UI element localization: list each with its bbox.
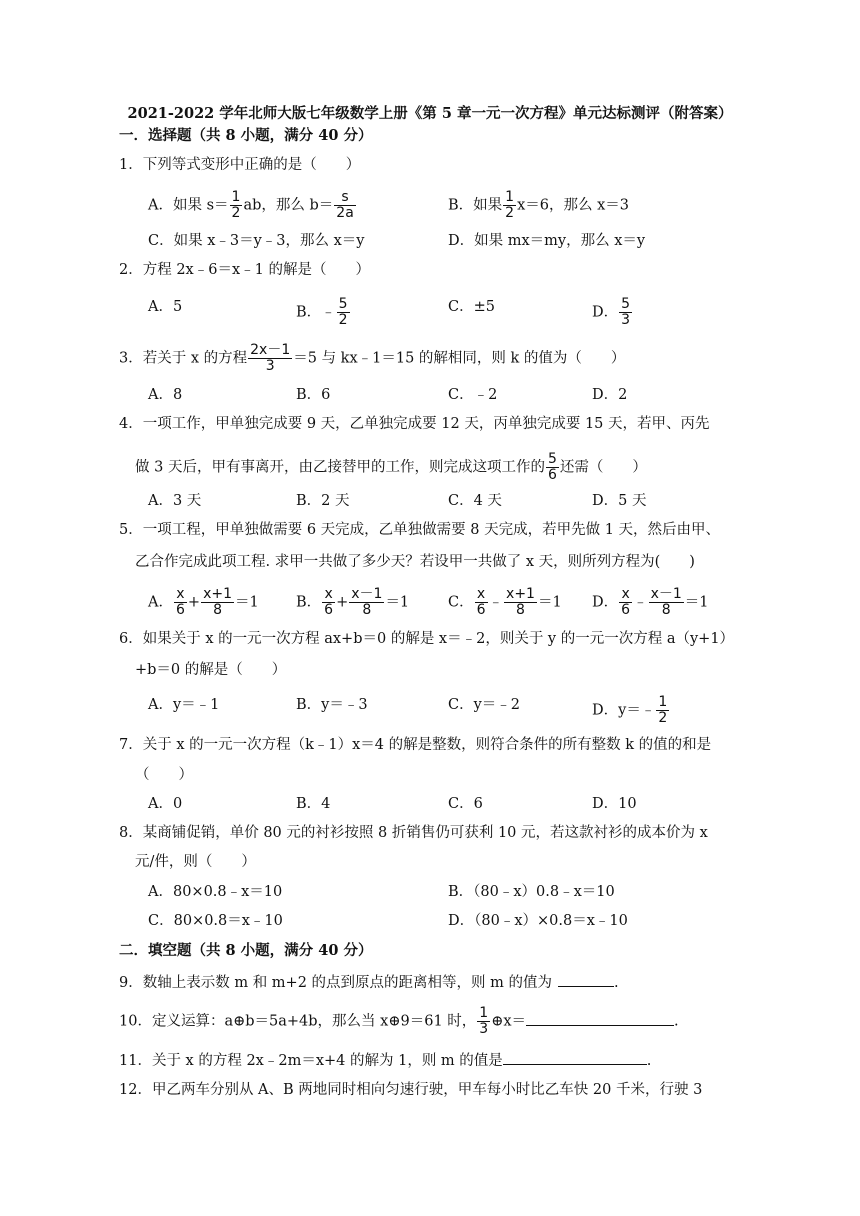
fraction [201, 587, 234, 618]
question-8-stem-line1: 8．某商铺促销，单价 80 元的衬衫按照 8 折销售仍可获利 10 元，若这款衬衫的成本价为 x [119, 825, 708, 841]
option-label: C． [448, 594, 474, 611]
option-text: D． [592, 304, 619, 321]
question-3-option-c: C．﹣2 [448, 387, 498, 403]
question-5-option-a [148, 587, 259, 618]
question-8-option-c: C．80×0.8＝x﹣10 [148, 913, 283, 929]
question-8-stem-line2: 元/件，则（ ） [135, 854, 256, 870]
question-6-option-b: B．y＝﹣3 [296, 697, 368, 713]
question-5-option-d [592, 587, 709, 618]
numerator: x [619, 587, 632, 603]
fraction [334, 190, 356, 221]
question-9 [119, 971, 619, 993]
question-7-option-a: A．0 [148, 796, 183, 812]
question-5-option-b [296, 587, 409, 618]
numerator: s [334, 190, 356, 206]
numerator: 1 [505, 189, 515, 205]
question-11 [119, 1049, 651, 1071]
numerator: x+1 [506, 586, 535, 602]
answer-blank [503, 1049, 647, 1065]
fraction [475, 587, 488, 618]
question-8-option-a: A．80×0.8﹣x＝10 [148, 884, 283, 900]
numerator: x－1 [351, 586, 383, 602]
question-3-option-a: A．8 [148, 387, 183, 403]
fraction [546, 452, 559, 483]
numerator: x [475, 587, 488, 603]
option-text: x＝6，那么 x＝3 [517, 197, 629, 214]
numerator: 1 [479, 1005, 489, 1021]
equals-one: ＝1 [684, 594, 709, 611]
equals-one: ＝1 [537, 594, 562, 611]
denominator: 3 [479, 1021, 489, 1037]
question-2-stem: 2．方程 2x﹣6＝x﹣1 的解是（ ） [119, 262, 370, 278]
denominator: 2 [231, 205, 241, 221]
fraction [337, 297, 350, 328]
question-1-option-a [148, 190, 357, 221]
denominator: 8 [362, 602, 372, 618]
question-1-option-d: D．如果 mx＝my，那么 x＝y [448, 233, 646, 249]
option-label: D． [592, 594, 619, 611]
fraction [649, 587, 684, 618]
numerator: 5 [338, 296, 348, 312]
denominator: 6 [476, 602, 486, 618]
option-text: D．y＝﹣ [592, 702, 656, 719]
stem-text: 11．关于 x 的方程 2x﹣2m＝x+4 的解为 1，则 m 的值是 [119, 1053, 503, 1069]
question-4-stem-line2 [135, 452, 647, 483]
stem-text: ⊕x＝ [491, 1013, 527, 1030]
question-7-stem-line2: （ ） [135, 767, 193, 783]
page-title: 2021-2022 学年北师大版七年级数学上册《第 5 章一元一次方程》单元达标测评（附答案） [127, 105, 733, 122]
stem-text: 做 3 天后，甲有事离开，由乙接替甲的工作，则完成这项工作的 [135, 459, 545, 476]
fraction [230, 190, 243, 221]
stem-text: 3．若关于 x 的方程 [119, 350, 248, 367]
fraction [248, 343, 292, 374]
question-3-option-d: D．2 [592, 387, 628, 403]
denominator: 6 [175, 602, 185, 618]
operator: ﹣ [488, 594, 504, 611]
numerator: x+1 [203, 586, 232, 602]
question-4-option-b: B．2 天 [296, 493, 350, 509]
question-6-option-a: A．y＝﹣1 [148, 697, 220, 713]
fraction [322, 587, 335, 618]
question-4-option-c: C．4 天 [448, 493, 502, 509]
option-text: B．﹣ [296, 304, 336, 321]
question-2-option-d [592, 297, 633, 328]
denominator: 6 [621, 602, 631, 618]
denominator: 3 [265, 358, 275, 374]
answer-blank [526, 1010, 674, 1026]
denominator: 2a [336, 205, 354, 221]
question-2-option-b [296, 297, 351, 328]
denominator: 6 [324, 602, 334, 618]
question-7-option-d: D．10 [592, 796, 637, 812]
denominator: 3 [621, 312, 631, 328]
question-12-stem-line1: 12．甲乙两车分别从 A、B 两地同时相向匀速行驶，甲车每小时比乙车快 20 千米，行驶 3 [119, 1082, 703, 1098]
numerator: 5 [621, 296, 631, 312]
fraction [503, 190, 516, 221]
question-2-option-a: A．5 [148, 299, 183, 315]
question-4-stem-line1: 4．一项工作，甲单独完成要 9 天，乙单独完成要 12 天，丙单独完成要 15 天，若甲、丙先 [119, 416, 710, 432]
operator: + [336, 594, 349, 611]
question-6-option-d [592, 695, 670, 726]
option-text: ab，那么 b＝ [243, 197, 334, 214]
option-label: B． [296, 594, 322, 611]
question-5-option-c [448, 587, 562, 618]
question-1-option-b [448, 190, 629, 221]
denominator: 8 [516, 602, 525, 618]
denominator: 2 [338, 312, 348, 328]
question-6-option-c: C．y＝﹣2 [448, 697, 521, 713]
question-10 [119, 1006, 679, 1037]
question-3-option-b: B．6 [296, 387, 331, 403]
question-4-option-a: A．3 天 [148, 493, 202, 509]
numerator: 2x－1 [250, 342, 291, 358]
option-text: A．如果 s＝ [148, 197, 229, 214]
denominator: 8 [213, 602, 222, 618]
question-8-option-d: D．（80﹣x）×0.8＝x﹣10 [448, 913, 628, 929]
question-5-stem-line2: 乙合作完成此项工程. 求甲一共做了多少天？若设甲一共做了 x 天，则所列方程为( ) [135, 554, 695, 570]
question-6-stem-line2: +b＝0 的解是（ ） [135, 662, 287, 678]
numerator: 1 [231, 189, 241, 205]
question-7-option-c: C．6 [448, 796, 483, 812]
fraction [477, 1006, 490, 1037]
stem-text: . [646, 1053, 652, 1069]
stem-text: . [674, 1013, 679, 1030]
stem-text: ＝5 与 kx﹣1＝15 的解相同，则 k 的值为（ ） [293, 350, 626, 367]
operator: ﹣ [633, 594, 648, 611]
stem-text: 10．定义运算：a⊕b＝5a+4b，那么当 x⊕9＝61 时， [119, 1013, 477, 1030]
numerator: 1 [658, 694, 668, 710]
option-label: A． [148, 594, 173, 611]
section-heading-fill-in: 二．填空题（共 8 小题，满分 40 分） [119, 942, 373, 959]
question-7-option-b: B．4 [296, 796, 331, 812]
option-text: B．如果 [448, 197, 503, 214]
question-8-option-b: B．（80﹣x）0.8﹣x＝10 [448, 884, 615, 900]
answer-blank [558, 971, 614, 987]
denominator: 6 [547, 467, 557, 483]
question-2-option-c: C．±5 [448, 299, 495, 315]
question-3-stem [119, 343, 625, 374]
stem-text: 还需（ ） [559, 459, 647, 476]
question-1-option-c: C．如果 x﹣3＝y﹣3，那么 x＝y [148, 233, 365, 249]
denominator: 2 [658, 710, 668, 726]
fraction [504, 587, 537, 618]
stem-text: . [614, 975, 619, 991]
fraction [619, 587, 632, 618]
question-4-option-d: D．5 天 [592, 493, 647, 509]
fraction [174, 587, 187, 618]
denominator: 2 [505, 205, 515, 221]
question-6-stem-line1: 6．如果关于 x 的一元一次方程 ax+b＝0 的解是 x＝﹣2，则关于 y 的一元一次方程 a（y+1） [119, 631, 735, 647]
denominator: 8 [661, 602, 671, 618]
numerator: x－1 [650, 586, 682, 602]
question-1-stem: 1．下列等式变形中正确的是（ ） [119, 157, 361, 173]
fraction [349, 587, 384, 618]
stem-text: 9．数轴上表示数 m 和 m+2 的点到原点的距离相等，则 m 的值为 [119, 975, 553, 991]
operator: + [187, 594, 201, 611]
question-7-stem-line1: 7．关于 x 的一元一次方程（k﹣1）x＝4 的解是整数，则符合条件的所有整数 k 的值的和是 [119, 737, 712, 753]
equals-one: ＝1 [235, 594, 259, 611]
question-5-stem-line1: 5．一项工程，甲单独做需要 6 天完成，乙单独做需要 8 天完成，若甲先做 1 天，然后由甲、 [119, 522, 721, 538]
numerator: x [174, 587, 187, 603]
numerator: x [322, 587, 335, 603]
fraction [619, 297, 632, 328]
numerator: 5 [547, 451, 557, 467]
section-heading-choice: 一．选择题（共 8 小题，满分 40 分） [119, 127, 373, 144]
equals-one: ＝1 [385, 594, 410, 611]
fraction [656, 695, 669, 726]
